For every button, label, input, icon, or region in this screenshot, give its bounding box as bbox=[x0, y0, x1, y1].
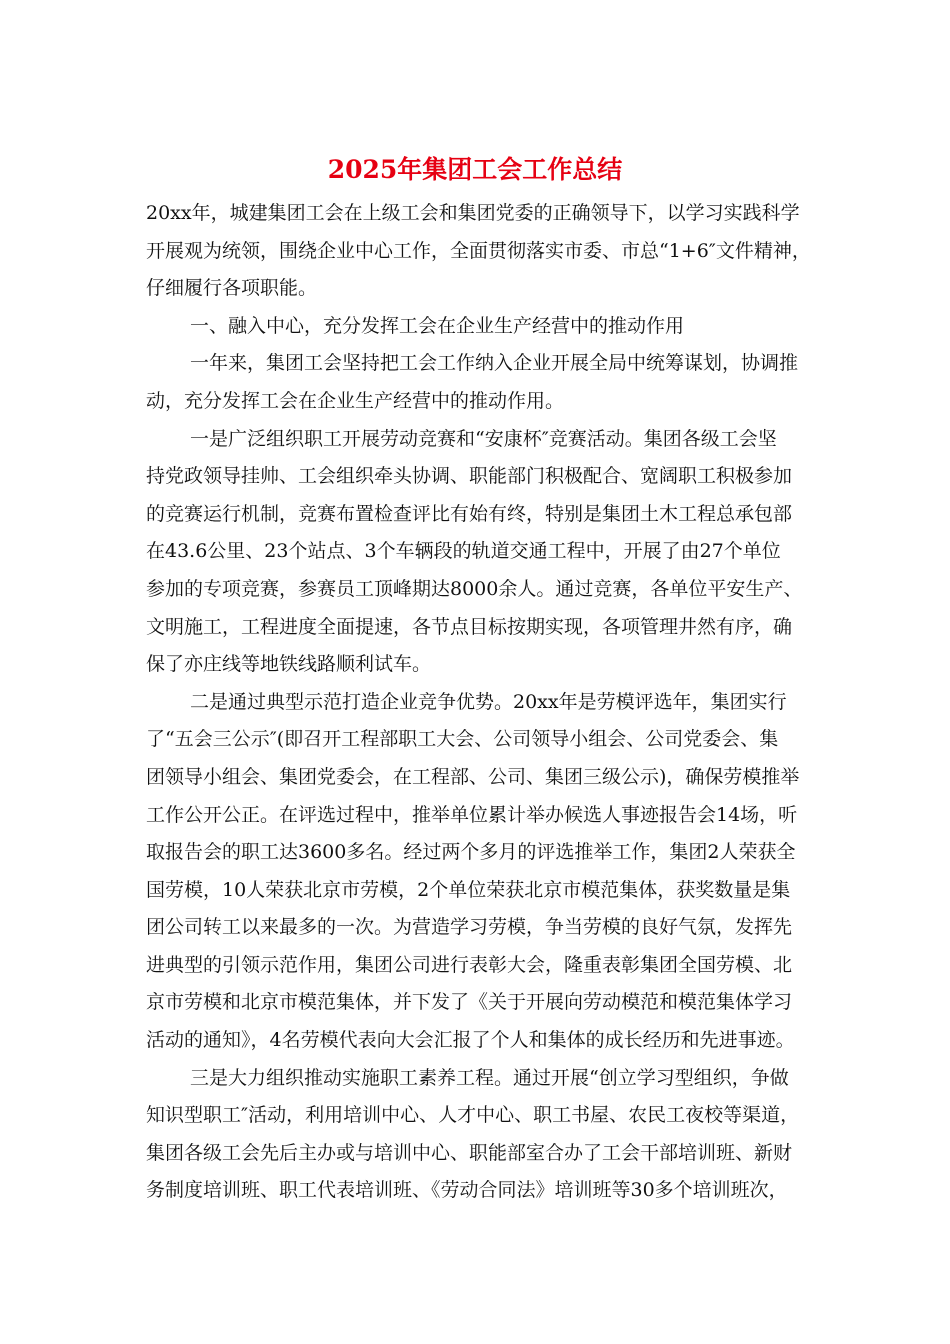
body-text-line: 务制度培训班、职工代表培训班、《劳动合同法》培训班等30多个培训班次， bbox=[146, 1179, 788, 1202]
body-text-line: 二是通过典型示范打造企业竞争优势。20xx年是劳模评选年，集团实行 bbox=[190, 690, 787, 713]
body-text-line: 一是广泛组织职工开展劳动竞赛和“安康杯″竞赛活动。集团各级工会坚 bbox=[190, 427, 777, 450]
body-text-line: 工作公开公正。在评选过程中，推举单位累计举办候选人事迹报告会14场，听 bbox=[146, 803, 798, 826]
body-text-line: 20xx年，城建集团工会在上级工会和集团党委的正确领导下，以学习实践科学 bbox=[146, 202, 800, 224]
body-text-line: 团领导小组会、集团党委会，在工程部、公司、集团三级公示)，确保劳模推举 bbox=[146, 765, 800, 788]
body-text-line: 仔细履行各项职能。 bbox=[146, 277, 318, 300]
body-text-line: 一、融入中心，充分发挥工会在企业生产经营中的推动作用 bbox=[190, 314, 685, 337]
body-text-line: 持党政领导挂帅、工会组织牵头协调、职能部门积极配合、宽阔职工积极参加 bbox=[146, 465, 793, 488]
body-text-line: 一年来，集团工会坚持把工会工作纳入企业开展全局中统筹谋划，协调推 bbox=[190, 352, 799, 375]
body-text-line: 开展观为统领，围绕企业中心工作，全面贯彻落实市委、市总“1+6″文件精神， bbox=[146, 239, 811, 262]
body-text-line: 参加的专项竞赛，参赛员工顶峰期达8000余人。通过竞赛，各单位平安生产、 bbox=[146, 577, 803, 600]
body-text-line: 取报告会的职工达3600多名。经过两个多月的评选推举工作，集团2人荣获全 bbox=[146, 841, 796, 864]
body-text-line: 知识型职工″活动，利用培训中心、人才中心、职工书屋、农民工夜校等渠道， bbox=[146, 1104, 800, 1127]
body-text-line: 了“五会三公示″(即召开工程部职工大会、公司领导小组会、公司党委会、集 bbox=[146, 728, 779, 751]
body-text-line: 活动的通知》，4名劳模代表向大会汇报了个人和集体的成长经历和先进事迹。 bbox=[146, 1029, 795, 1052]
body-text-line: 文明施工，工程进度全面提速，各节点目标按期实现，各项管理井然有序，确 bbox=[146, 615, 793, 638]
body-text-line: 京市劳模和北京市模范集体，并下发了《关于开展向劳动模范和模范集体学习 bbox=[146, 991, 793, 1014]
body-text-line: 进典型的引领示范作用，集团公司进行表彰大会，隆重表彰集团全国劳模、北 bbox=[146, 953, 793, 976]
body-text-line: 的竞赛运行机制，竞赛布置检查评比有始有终，特别是集团土木工程总承包部 bbox=[146, 502, 793, 525]
document-title: 2025年集团工会工作总结 bbox=[327, 155, 623, 184]
body-text-line: 保了亦庄线等地铁线路顺利试车。 bbox=[146, 653, 432, 676]
body-text-line: 三是大力组织推动实施职工素养工程。通过开展“创立学习型组织，争做 bbox=[190, 1066, 789, 1089]
body-text-line: 动，充分发挥工会在企业生产经营中的推动作用。 bbox=[146, 389, 565, 412]
document-body bbox=[146, 195, 826, 1210]
body-text-line: 团公司转工以来最多的一次。为营造学习劳模，争当劳模的良好气氛，发挥先 bbox=[146, 916, 793, 939]
body-text-line: 集团各级工会先后主办或与培训中心、职能部室合办了工会干部培训班、新财 bbox=[146, 1141, 793, 1164]
body-text-line: 国劳模，10人荣获北京市劳模，2个单位荣获北京市模范集体，获奖数量是集 bbox=[146, 878, 791, 901]
body-text-line: 在43.6公里、23个站点、3个车辆段的轨道交通工程中，开展了由27个单位 bbox=[146, 540, 781, 563]
